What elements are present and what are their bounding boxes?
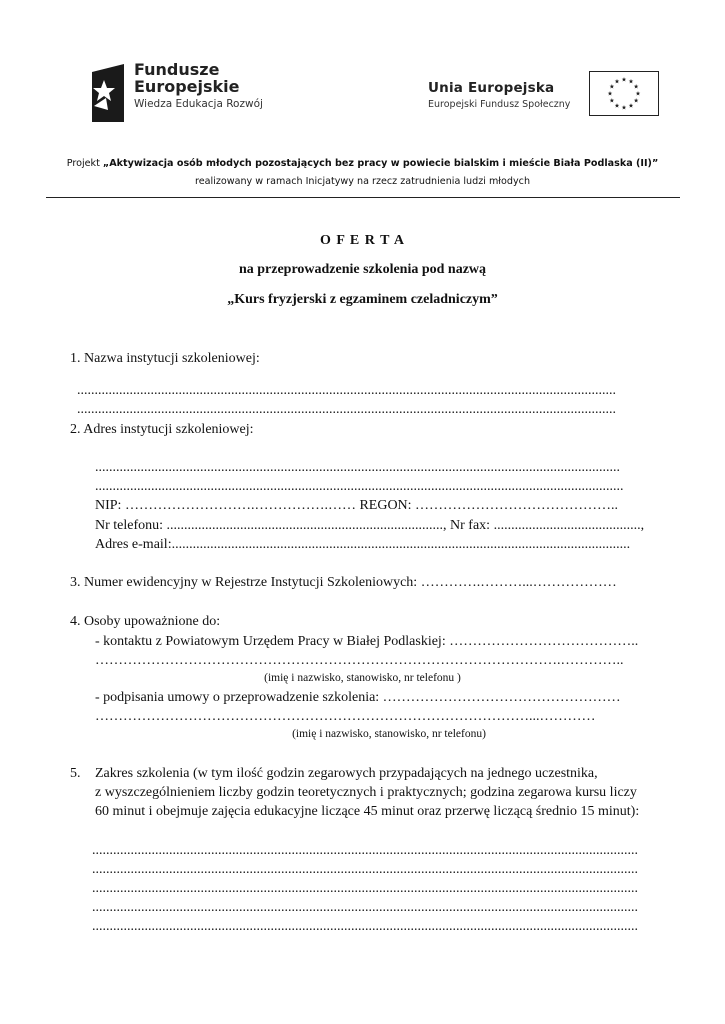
eu-logo-line1: Unia Europejska (428, 80, 555, 96)
section-1-label: 1. Nazwa instytucji szkoleniowej: (70, 351, 260, 366)
header-divider (46, 197, 680, 198)
offer-subtitle: na przeprowadzenie szkolenia pod nazwą (238, 262, 487, 277)
section-2-dots-1: ...................................................................................................................................................... (95, 460, 620, 475)
project-prefix: Projekt (66, 158, 103, 169)
section-3-label: 3. Numer ewidencyjny w Rejestrze Instytucji Szkoleniowych: ………….………...……………… (70, 575, 617, 590)
signing-person-line: - podpisania umowy o przeprowadzenie szkolenia: …………………………………………… (95, 690, 621, 705)
section-5-line-1: Zakres szkolenia (w tym ilość godzin zegarowych przypadających na jednego uczestnika, (95, 766, 598, 781)
funds-logo-text (134, 62, 263, 110)
phone-fax-line: Nr telefonu: ..............................................................................., Nr fax: .........................................., (95, 518, 645, 533)
contact-person-hint: (imię i nazwisko, stanowisko, nr telefonu ) (264, 672, 461, 684)
section-5-dots-2: ............................................................................................................................................................ (92, 862, 638, 877)
signing-person-hint: (imię i nazwisko, stanowisko, nr telefonu) (292, 728, 486, 740)
email-line: Adres e-mail:................................................................................................................................... (95, 537, 631, 552)
section-5-line-3: 60 minut i obejmuje zajęcia edukacyjne liczące 45 minut oraz przerwę liczącą średnio 15 minut): (95, 804, 640, 819)
signing-person-dots: …………………………………………………………………………………...………… (95, 709, 596, 724)
section-5-dots-1: ............................................................................................................................................................ (92, 843, 638, 858)
section-5-number: 5. (70, 766, 81, 781)
funds-star-logo-icon (88, 62, 128, 124)
section-1-dots-2: .......................................................................................................................................................... (77, 402, 616, 417)
nip-regon-line: NIP: ……………………….…………….…… REGON: …………………………………….. (95, 498, 619, 513)
eu-flag-icon (589, 71, 659, 116)
funds-logo-line3: Wiedza Edukacja Rozwój (134, 97, 263, 110)
course-name: „Kurs fryzjerski z egzaminem czeladniczym” (227, 292, 498, 307)
eu-logo-text (428, 80, 570, 110)
section-1-dots-1: .......................................................................................................................................................... (77, 383, 616, 398)
contact-person-line: - kontaktu z Powiatowym Urzędem Pracy w Białej Podlaskiej: ………………………………….. (95, 634, 639, 649)
contact-person-dots: ……………………………………………………………………………………….………….. (95, 653, 624, 668)
section-5-dots-4: ............................................................................................................................................................ (92, 900, 638, 915)
section-5-dots-5: ............................................................................................................................................................ (92, 919, 638, 934)
funds-logo-line2: Europejskie (134, 76, 240, 96)
section-5-dots-3: ............................................................................................................................................................ (92, 881, 638, 896)
funds-logo-line1: Fundusze (134, 60, 220, 79)
eu-logo-line2: Europejski Fundusz Społeczny (428, 99, 571, 110)
section-2-dots-2: ....................................................................................................................................................... (95, 479, 624, 494)
project-title-line (0, 158, 725, 169)
project-name: „Aktywizacja osób młodych pozostających bez pracy w powiecie bialskim i mieście Biała Podlaska (II)” (102, 158, 659, 169)
section-5-line-2: z wyszczególnieniem liczby godzin teoretycznych i praktycznych; godzina zegarowa kursu liczy (95, 785, 637, 800)
section-2-label: 2. Adres instytucji szkoleniowej: (70, 422, 254, 437)
section-4-label: 4. Osoby upoważnione do: (70, 614, 221, 629)
project-subtitle: realizowany w ramach Inicjatywy na rzecz zatrudnienia ludzi młodych (194, 176, 531, 187)
offer-title: O F E R T A (319, 233, 406, 248)
